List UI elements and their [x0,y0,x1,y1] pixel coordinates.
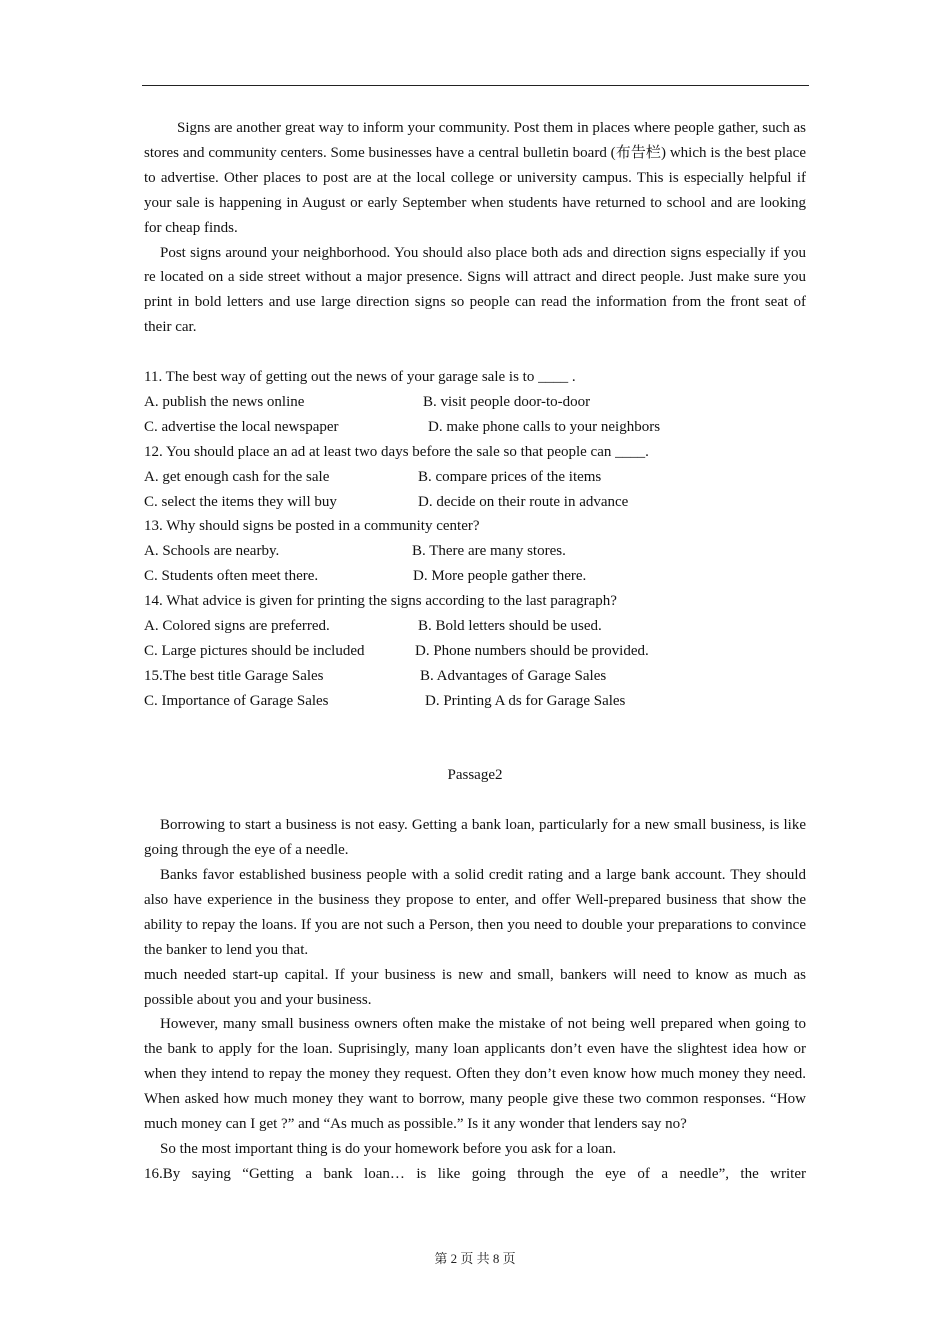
question-12-stem: 12. You should place an ad at least two days before the sale so that people can ____. [144,443,649,460]
paragraph-signs: Signs are another great way to inform your community. Post them in places where people gather, such as stores and community centers. Some businesses have a central bulletin board (布告栏) which is the best place to advertise. Other places to post are at the local college or university campus. This is especially helpful if your sale is happening in August or early September when students have returned to school and are looking for cheap finds. [144,120,806,236]
question-13-stem: 13. Why should signs be posted in a community center? [144,518,480,535]
question-13-options-cd [144,564,806,589]
option-12a: A. get enough cash for the sale [144,468,330,485]
paragraph-neighborhood: Post signs around your neighborhood. You should also place both ads and direction signs especially if you re located on a side street without a major presence. Signs will attract and direct people. Just make sure you print in bold letters and use large direction signs so people can read the information from the front seat of their car. [144,244,806,336]
option-14b: B. Bold letters should be used. [418,618,602,635]
question-16-stem: 16.By saying “Getting a bank loan… is like going through the eye of a needle”, the writer [144,1165,806,1182]
option-15c: C. Importance of Garage Sales [144,692,329,709]
option-14a: A. Colored signs are preferred. [144,618,330,635]
option-12d: D. decide on their route in advance [418,493,629,510]
option-11d: D. make phone calls to your neighbors [428,418,661,435]
option-11a: A. publish the news online [144,393,305,410]
passage2-paragraph-2: Banks favor established business people with a solid credit rating and a large bank account. They should also have experience in the business they propose to enter, and offer Well-prepared business that show the ability to repay the loans. If you are not such a Person, then you need to double your preparations to convince the banker to lend you that. [144,866,806,958]
option-15d: D. Printing A ds for Garage Sales [425,692,626,709]
question-15-options-cd [144,689,806,714]
passage2-paragraph-5: So the most important thing is do your homework before you ask for a loan. [160,1140,617,1157]
option-11b: B. visit people door-to-door [423,393,591,410]
option-13a: A. Schools are nearby. [144,543,280,560]
passage2-title: Passage2 [447,767,503,784]
question-12-options-ab [144,465,806,490]
question-12-options-cd [144,490,806,515]
question-11-options-cd [144,415,806,440]
header-rule [142,85,809,86]
option-15b: B. Advantages of Garage Sales [420,667,607,684]
option-11c: C. advertise the local newspaper [144,418,339,435]
option-12b: B. compare prices of the items [418,468,602,485]
question-11-options-ab [144,390,806,415]
option-13d: D. More people gather there. [413,568,587,585]
passage2-paragraph-4: However, many small business owners often make the mistake of not being well prepared when going to the bank to apply for the loan. Suprisingly, many loan applicants don’t even have the slightest idea how or when they intend to repay the money they request. Often they don’t even know how much money they need. When asked how much money they want to borrow, many people give these two common responses. “How much money can I get ?” and “As much as possible.” Is it any wonder that lenders say no? [144,1016,806,1133]
option-14d: D. Phone numbers should be provided. [415,642,649,659]
option-15a: 15.The best title Garage Sales [144,667,324,684]
question-14-options-ab [144,614,806,639]
page-content [144,116,806,1187]
passage2-paragraph-1: Borrowing to start a business is not easy. Getting a bank loan, particularly for a new small business, is like going through the eye of a needle. [144,817,806,859]
question-13-options-ab [144,539,806,564]
page-footer: 第 2 页 共 8 页 [434,1251,516,1266]
question-11-stem: 11. The best way of getting out the news of your garage sale is to ____ . [144,369,576,386]
option-12c: C. select the items they will buy [144,493,337,510]
option-14c: C. Large pictures should be included [144,642,365,659]
passage2-paragraph-3: much needed start-up capital. If your business is new and small, bankers will need to know as much as possible about you and your business. [144,966,806,1008]
option-13c: C. Students often meet there. [144,568,319,585]
option-13b: B. There are many stores. [412,543,566,560]
question-14-options-cd [144,639,806,664]
question-14-stem: 14. What advice is given for printing the signs according to the last paragraph? [144,593,617,610]
question-15-options-ab [144,664,806,689]
